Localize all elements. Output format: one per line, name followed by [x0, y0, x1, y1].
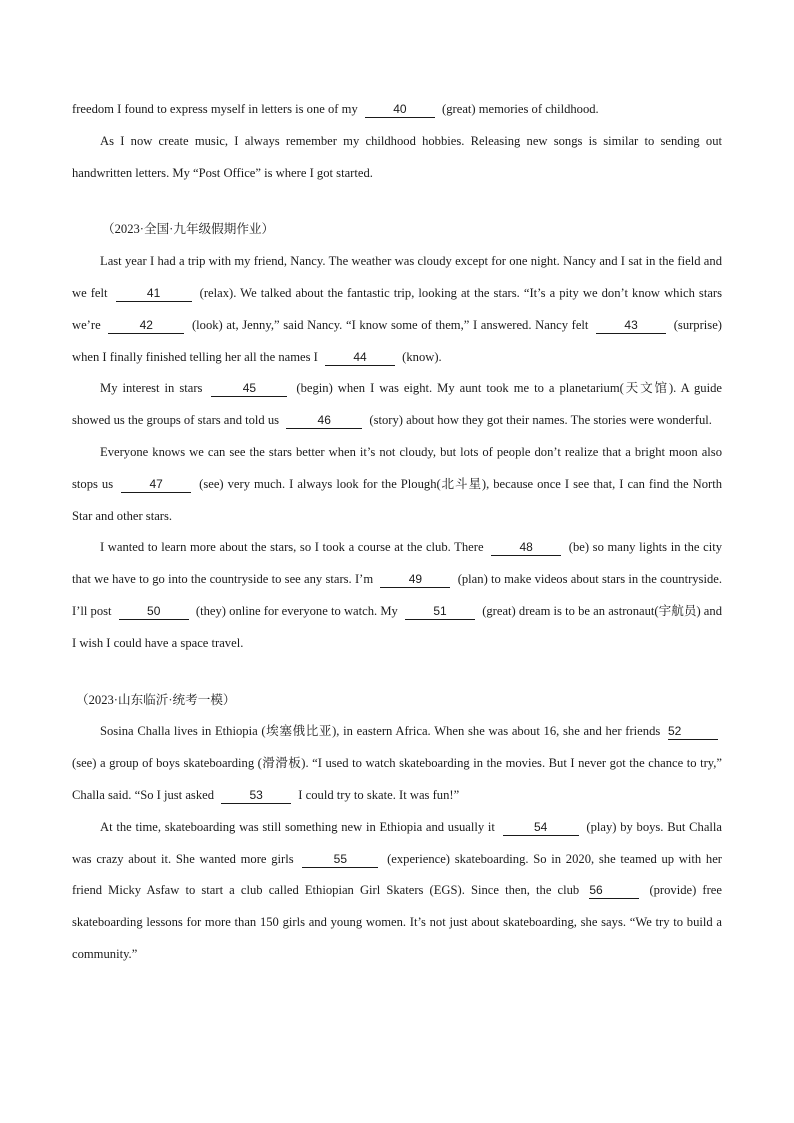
- paragraph-3-2: At the time, skateboarding was still something new in Ethiopia and usually it 54 (play) by boys. But Challa was crazy about it. She wanted more girls 55 (experience) skateboarding. So in 2020, she teamed up with her friend Micky Asfaw to start a club called Ethiopian Girl Skaters (EGS). Since then, the club 56 (provide) free skateboarding lessons for more than 150 girls and young women. It’s not just about skateboarding, she says. “We try to build a community.”: [72, 819, 722, 961]
- paragraph-3-1: Sosina Challa lives in Ethiopia (埃塞俄比亚), in eastern Africa. When she was about 16, she and her friends 52 (see) a group of boys skateboarding (滑滑板). “I used to watch skateboarding in the movies. But I never got the chance to try,” Challa said. “So I just asked 53 I could try to skate. It was fun!”: [72, 724, 722, 802]
- answer-blank-55[interactable]: 55: [302, 852, 378, 868]
- answer-blank-47[interactable]: 47: [121, 477, 191, 493]
- paragraph-2-3: Everyone knows we can see the stars better when it’s not cloudy, but lots of people don’t realize that a bright moon also stops us 47 (see) very much. I always look for the Plough(北斗星), because once I see that, I can find the North Star and other stars.: [72, 444, 723, 523]
- document-page: [72, 94, 722, 971]
- answer-blank-56[interactable]: 56: [589, 883, 639, 899]
- answer-blank-45[interactable]: 45: [211, 381, 287, 397]
- section-3: [72, 685, 722, 971]
- answer-blank-41[interactable]: 41: [116, 286, 192, 302]
- answer-blank-48[interactable]: 48: [491, 540, 561, 556]
- paragraph-1-2: As I now create music, I always remember my childhood hobbies. Releasing new songs is similar to sending out handwritten letters. My “Post Office” is where I got started.: [72, 133, 722, 180]
- answer-blank-52[interactable]: 52: [668, 724, 718, 740]
- paragraph-2-1: Last year I had a trip with my friend, Nancy. The weather was cloudy except for one night. Nancy and I sat in the field and we felt 41 (relax). We talked about the fantastic trip, looking at the stars. “It’s a pity we don’t know which stars we’re 42 (look) at, Jenny,” said Nancy. “I know some of them,” I answered. Nancy felt 43 (surprise) when I finally finished telling her all the names I 44 (know).: [72, 254, 723, 364]
- section-source-label: （2023·全国·九年级假期作业）: [102, 222, 275, 237]
- section-1: [72, 94, 722, 189]
- answer-blank-49[interactable]: 49: [380, 572, 450, 588]
- section-source-label: （2023·山东临沂·统考一模）: [76, 692, 236, 707]
- answer-blank-53[interactable]: 53: [221, 788, 291, 804]
- section-2: [72, 214, 722, 659]
- paragraph-2-2: My interest in stars 45 (begin) when I was eight. My aunt took me to a planetarium(天文馆). A guide showed us the groups of stars and told us 46 (story) about how they got their names. The stories were wonderful.: [72, 381, 722, 428]
- answer-blank-42[interactable]: 42: [108, 318, 184, 334]
- answer-blank-50[interactable]: 50: [119, 604, 189, 620]
- answer-blank-43[interactable]: 43: [596, 318, 666, 334]
- answer-blank-46[interactable]: 46: [286, 413, 362, 429]
- paragraph-1-1: freedom I found to express myself in letters is one of my 40 (great) memories of childhood.: [72, 102, 599, 116]
- answer-blank-54[interactable]: 54: [503, 820, 579, 836]
- paragraph-2-4: I wanted to learn more about the stars, so I took a course at the club. There 48 (be) so many lights in the city that we have to go into the countryside to see any stars. I’m 49 (plan) to make videos about stars in the countryside. I’ll post 50 (they) online for everyone to watch. My 51 (great) dream is to be an astronaut(宇航员) and I wish I could have a space travel.: [72, 540, 722, 650]
- answer-blank-44[interactable]: 44: [325, 350, 395, 366]
- answer-blank-40[interactable]: 40: [365, 102, 435, 118]
- answer-blank-51[interactable]: 51: [405, 604, 475, 620]
